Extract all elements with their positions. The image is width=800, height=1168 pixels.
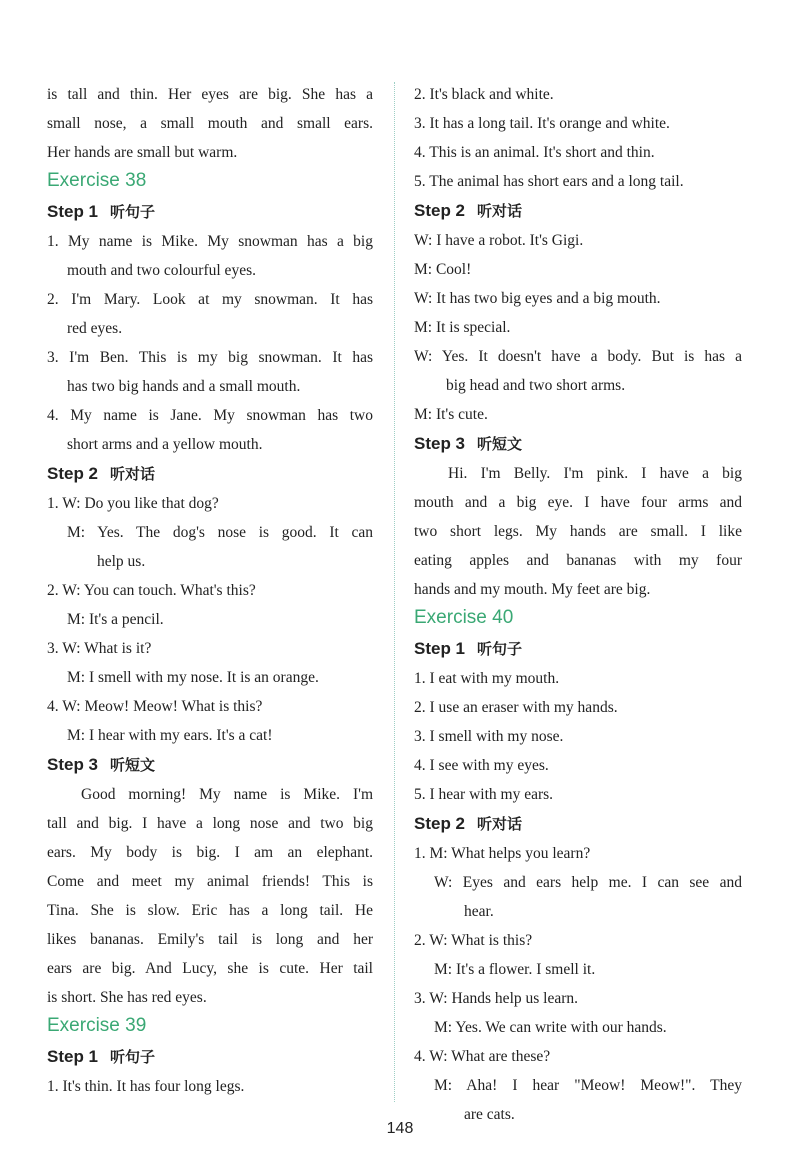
text-line: mouth and two colourful eyes.: [67, 262, 256, 279]
text-line: big head and two short arms.: [446, 377, 626, 394]
column-divider: [394, 82, 395, 1102]
text-line: M: It's cute.: [414, 406, 488, 423]
text-line: Her hands are small but warm.: [47, 144, 238, 161]
text-line: 1. W: Do you like that dog?: [47, 495, 219, 512]
text-line: red eyes.: [67, 320, 123, 337]
text-line: eating apples and bananas with my four: [414, 552, 742, 569]
text-line: 3. I'm Ben. This is my big snowman. It has: [47, 349, 373, 366]
text-line: are cats.: [464, 1106, 515, 1123]
step-cn-label: 听对话: [477, 815, 523, 833]
step-heading: [414, 634, 742, 664]
step-heading: [47, 750, 373, 780]
exercise-title: Exercise 39: [47, 1015, 147, 1036]
text-line: likes bananas. Emily's tail is long and her: [47, 931, 373, 948]
step-heading: [414, 809, 742, 839]
step-cn-label: 听短文: [110, 756, 156, 774]
text-line: has two big hands and a small mouth.: [67, 378, 301, 395]
text-line: Hi. I'm Belly. I'm pink. I have a big: [448, 465, 742, 482]
text-line: hear.: [464, 903, 494, 920]
text-line: short arms and a yellow mouth.: [67, 436, 263, 453]
right-column: [414, 80, 742, 1129]
text-line: hands and my mouth. My feet are big.: [414, 581, 651, 598]
text-line: 2. W: What is this?: [414, 932, 533, 949]
text-line: Come and meet my animal friends! This is: [47, 873, 373, 890]
step-heading: [47, 1042, 373, 1072]
text-line: 5. The animal has short ears and a long tail.: [414, 173, 684, 190]
step-label: Step 2: [414, 814, 466, 833]
text-line: M: It's a flower. I smell it.: [434, 961, 596, 978]
text-line: 4. W: Meow! Meow! What is this?: [47, 698, 263, 715]
text-line: 3. W: What is it?: [47, 640, 152, 657]
text-line: M: I smell with my nose. It is an orange.: [67, 669, 319, 686]
text-line: 2. W: You can touch. What's this?: [47, 582, 256, 599]
text-line: small nose, a small mouth and small ears.: [47, 115, 373, 132]
text-line: 5. I hear with my ears.: [414, 786, 554, 803]
step-cn-label: 听短文: [477, 435, 523, 453]
text-line: Tina. She is slow. Eric has a long tail. He: [47, 902, 373, 919]
text-line: 3. W: Hands help us learn.: [414, 990, 579, 1007]
text-line: 2. I'm Mary. Look at my snowman. It has: [47, 291, 373, 308]
step-heading: [47, 197, 373, 227]
text-line: 3. It has a long tail. It's orange and white.: [414, 115, 670, 132]
step-heading: [414, 429, 742, 459]
text-line: mouth and a big eye. I have four arms and: [414, 494, 742, 511]
text-line: is tall and thin. Her eyes are big. She has a: [47, 86, 373, 103]
text-line: M: It's a pencil.: [67, 611, 164, 628]
text-line: 4. My name is Jane. My snowman has two: [47, 407, 373, 424]
text-line: W: Yes. It doesn't have a body. But is has a: [414, 348, 742, 365]
text-line: M: Aha! I hear "Meow! Meow!". They: [434, 1077, 742, 1094]
text-line: 4. This is an animal. It's short and thin.: [414, 144, 655, 161]
text-line: ears are big. And Lucy, she is cute. Her tail: [47, 960, 373, 977]
left-column: [47, 80, 373, 1101]
step-cn-label: 听对话: [110, 465, 156, 483]
step-label: Step 1: [414, 639, 466, 658]
step-heading: [47, 459, 373, 489]
text-line: M: Cool!: [414, 261, 472, 278]
text-line: M: It is special.: [414, 319, 511, 336]
text-line: W: I have a robot. It's Gigi.: [414, 232, 584, 249]
text-line: 4. W: What are these?: [414, 1048, 551, 1065]
exercise-title: Exercise 40: [414, 607, 514, 628]
text-line: W: It has two big eyes and a big mouth.: [414, 290, 661, 307]
step-cn-label: 听句子: [110, 1048, 156, 1066]
text-line: 4. I see with my eyes.: [414, 757, 549, 774]
step-label: Step 3: [414, 434, 466, 453]
text-line: is short. She has red eyes.: [47, 989, 207, 1006]
step-label: Step 2: [414, 201, 466, 220]
exercise-title: Exercise 38: [47, 170, 147, 191]
text-line: 1. M: What helps you learn?: [414, 845, 591, 862]
text-line: W: Eyes and ears help me. I can see and: [434, 874, 742, 891]
step-heading: [414, 196, 742, 226]
text-line: help us.: [97, 553, 146, 570]
text-line: M: I hear with my ears. It's a cat!: [67, 727, 273, 744]
step-label: Step 3: [47, 755, 99, 774]
text-line: 1. I eat with my mouth.: [414, 670, 560, 687]
step-cn-label: 听句子: [110, 203, 156, 221]
text-line: two short legs. My hands are small. I like: [414, 523, 742, 540]
step-label: Step 1: [47, 202, 99, 221]
text-line: 3. I smell with my nose.: [414, 728, 564, 745]
step-cn-label: 听句子: [477, 640, 523, 658]
step-label: Step 2: [47, 464, 99, 483]
text-line: 2. I use an eraser with my hands.: [414, 699, 618, 716]
text-line: 1. My name is Mike. My snowman has a big: [47, 233, 373, 250]
page-number: 148: [386, 1120, 414, 1137]
text-line: tall and big. I have a long nose and two big: [47, 815, 373, 832]
text-line: Good morning! My name is Mike. I'm: [81, 786, 373, 803]
text-line: M: Yes. We can write with our hands.: [434, 1019, 667, 1036]
step-label: Step 1: [47, 1047, 99, 1066]
step-cn-label: 听对话: [477, 202, 523, 220]
text-line: ears. My body is big. I am an elephant.: [47, 844, 373, 861]
text-line: M: Yes. The dog's nose is good. It can: [67, 524, 373, 541]
text-line: 1. It's thin. It has four long legs.: [47, 1078, 245, 1095]
text-line: 2. It's black and white.: [414, 86, 554, 103]
